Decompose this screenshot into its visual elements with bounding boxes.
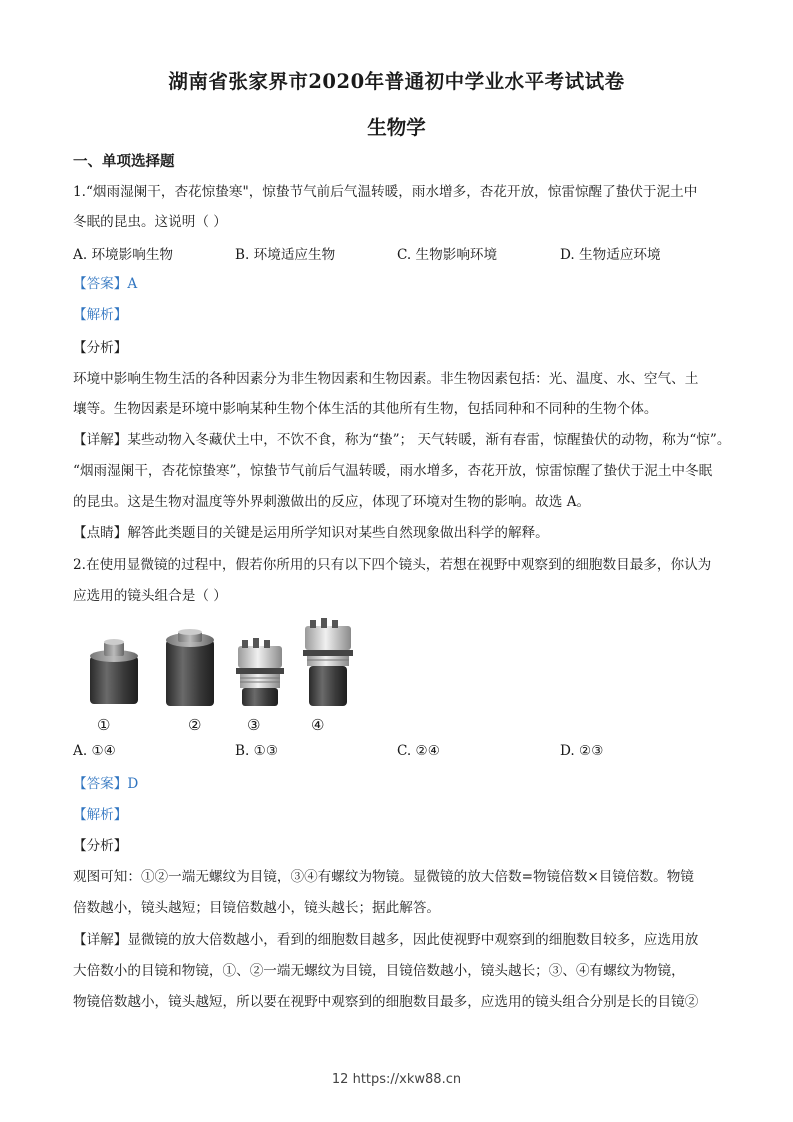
q2-fenxi-tag: 【分析】 [73, 838, 128, 854]
lens-label-1: ① [97, 716, 111, 734]
lens-3-objective [236, 638, 284, 706]
lens-1-eyepiece [90, 639, 138, 704]
lens-4-objective [303, 618, 353, 706]
q1-fenxi-tag: 【分析】 [73, 340, 128, 356]
exam-title: 湖南省张家界市2020年普通初中学业水平考试试卷 [168, 70, 625, 93]
lens-label-3: ③ [247, 716, 261, 734]
q1-analysis-tag: 【解析】 [73, 307, 128, 323]
q1-detail-line3: 的昆虫。这是生物对温度等外界刺激做出的反应，体现了环境对生物的影响。故选 A。 [73, 494, 591, 510]
q1-stem-line1: 1.“烟雨湿阑干，杏花惊蛰寒"，惊蛰节气前后气温转暖，雨水增多，杏花开放，惊雷惊醒了蛰伏于泥土中 [73, 184, 698, 200]
q1-detail-line2: “烟雨湿阑干，杏花惊蛰寒”，惊蛰节气前后气温转暖，雨水增多，杏花开放，惊雷惊醒了蛰伏于泥土中冬眠 [73, 463, 713, 479]
lens-images [80, 618, 370, 718]
lens-label-2: ② [188, 716, 202, 734]
q2-answer: 【答案】D [73, 776, 139, 792]
q1-dianjing: 【点睛】解答此类题目的关键是运用所学知识对某些自然现象做出科学的解释。 [73, 525, 549, 541]
page-footer: 12 https://xkw88.cn [331, 1072, 462, 1087]
q1-option-d: D. 生物适应环境 [560, 247, 661, 263]
lens-figure [80, 618, 370, 738]
q2-detail-line1: 【详解】显微镜的放大倍数越小，看到的细胞数目越多，因此使视野中观察到的细胞数目较多，应选用放 [73, 932, 699, 948]
q2-detail-line3: 物镜倍数越小，镜头越短，所以要在视野中观察到的细胞数目最多，应选用的镜头组合分别是长的目镜② [73, 994, 699, 1010]
q1-answer: 【答案】A [73, 276, 138, 292]
q1-stem-line2: 冬眠的昆虫。这说明（ ） [73, 214, 227, 230]
exam-subject: 生物学 [367, 116, 426, 139]
q2-detail-line2: 大倍数小的目镜和物镜，①、②一端无螺纹为目镜，目镜倍数越小，镜头越长；③、④有螺纹为物镜， [73, 963, 685, 979]
lens-2-eyepiece [166, 629, 214, 706]
q2-analysis-tag: 【解析】 [73, 807, 128, 823]
q1-option-a: A. 环境影响生物 [73, 247, 174, 263]
q1-option-b: B. 环境适应生物 [235, 247, 336, 263]
q1-detail-line1: 【详解】某些动物入冬藏伏土中，不饮不食，称为“蛰”； 天气转暖，渐有春雷，惊醒蛰伏的动物，称为“惊”。 [73, 432, 731, 448]
lens-label-4: ④ [311, 716, 325, 734]
q1-fenxi-line1: 环境中影响生物生活的各种因素分为非生物因素和生物因素。非生物因素包括：光、温度、水、空气、土 [73, 371, 699, 387]
q2-fenxi-line1: 观图可知：①②一端无螺纹为目镜，③④有螺纹为物镜。显微镜的放大倍数=物镜倍数×目镜倍数。物镜 [73, 869, 694, 885]
q2-option-d: D. ②③ [560, 743, 604, 759]
section-title: 一、单项选择题 [73, 153, 175, 170]
q2-option-b: B. ①③ [235, 743, 279, 759]
q1-fenxi-line2: 壤等。生物因素是环境中影响某种生物个体生活的其他所有生物，包括同种和不同种的生物个体。 [73, 401, 658, 417]
q2-option-c: C. ②④ [397, 743, 440, 759]
q1-option-c: C. 生物影响环境 [397, 247, 498, 263]
q2-option-a: A. ①④ [73, 743, 116, 759]
q2-stem-line1: 2.在使用显微镜的过程中，假若你所用的只有以下四个镜头，若想在视野中观察到的细胞数目最多，你认为 [73, 557, 712, 573]
q2-fenxi-line2: 倍数越小，镜头越短；目镜倍数越小，镜头越长；据此解答。 [73, 900, 441, 916]
q2-stem-line2: 应选用的镜头组合是（ ） [73, 588, 227, 604]
